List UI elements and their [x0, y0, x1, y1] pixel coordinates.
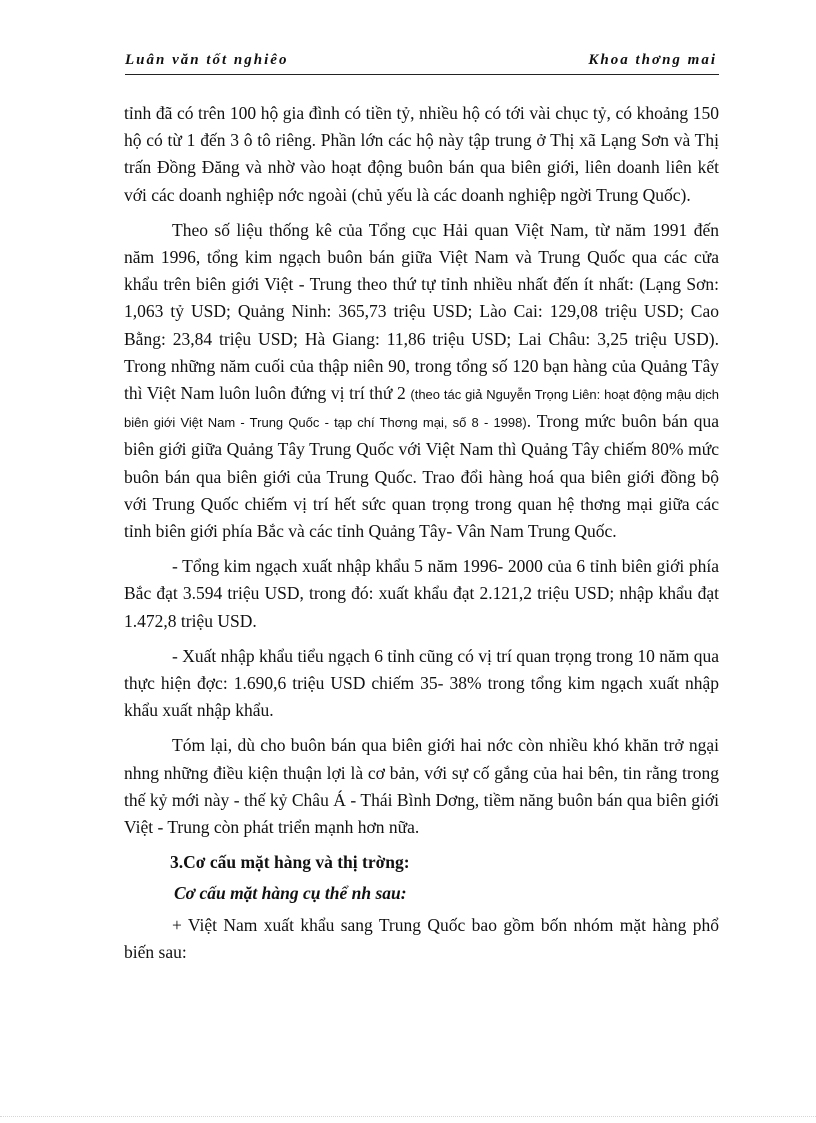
section-subheading: Cơ cấu mặt hàng cụ thể nh sau: [174, 883, 407, 904]
paragraph-total-turnover: - Tổng kim ngạch xuất nhập khẩu 5 năm 1996- 2000 của 6 tỉnh biên giới phía Bắc đạt 3.594 triệu USD, trong đó: xuất khẩu đạt 2.121,2 triệu USD; nhập khẩu đạt 1.472,8 triệu USD. [124, 556, 719, 631]
paragraph-summary: Tóm lại, dù cho buôn bán qua biên giới hai nớc còn nhiều khó khăn trở ngại nhng những điều kiện thuận lợi là cơ bản, với sự cố gắng của hai bên, tin rằng trong thế kỷ mới này - thế kỷ Châu Á - Thái Bình Dơng, tiềm năng buôn bán qua biên giới Việt - Trung còn phát triển mạnh hơn nữa. [124, 735, 719, 838]
page-header [125, 52, 719, 75]
paragraph-statistics [124, 217, 719, 545]
paragraph-households: tỉnh đã có trên 100 hộ gia đình có tiền tỷ, nhiều hộ có tới vài chục tỷ, có khoảng 150 hộ có từ 1 đến 3 ô tô riêng. Phần lớn các hộ này tập trung ở Thị xã Lạng Sơn và Thị trấn Đồng Đăng và nhờ vào hoạt động buôn bán qua biên giới, liên doanh liên kết với các doanh nghiệp nớc ngoài (chủ yếu là các doanh nghiệp ngời Trung Quốc). [124, 103, 719, 205]
header-thesis-title: Luân văn tốt nghiêo [125, 52, 289, 68]
paragraph-small-trade: - Xuất nhập khẩu tiểu ngạch 6 tỉnh cũng có vị trí quan trọng trong 10 năm qua thực hiện đợc: 1.690,6 triệu USD chiếm 35- 38% trong tổng kim ngạch xuất nhập khẩu xuất nhập khẩu. [124, 645, 719, 721]
document-body [124, 100, 719, 974]
statistics-text: Theo số liệu thống kê của Tổng cục Hải quan Việt Nam, từ năm 1991 đến năm 1996, tổng kim ngạch buôn bán giữa Việt Nam và Trung Quốc qua các cửa khẩu trên biên giới Việt - Trung theo thứ tự tỉnh nhiều nhất đến ít nhất: (Lạng Sơn: 1,063 tỷ USD; Quảng Ninh: 365,73 triệu USD; Lào Cai: 129,08 triệu USD; Cao Bằng: 23,84 triệu USD; Hà Giang: 11,86 triệu USD; Lai Châu: 3,25 triệu USD). Trong những năm cuối của thập niên 90, trong tổng số 120 bạn hàng của Quảng Tây thì Việt Nam luôn luôn đứng vị trí thứ 2 [124, 219, 719, 404]
page-bottom-divider [0, 1116, 816, 1118]
citation-note: (theo tác giả Nguyễn Trọng Liên: hoạt động mậu dịch biên giới Việt Nam - Trung Quốc - tạp chí Thơng mại, số 8 - 1998) [124, 387, 719, 431]
header-faculty: Khoa thơng mai [588, 52, 717, 68]
paragraph-export-groups: + Việt Nam xuất khẩu sang Trung Quốc bao gồm bốn nhóm mặt hàng phổ biến sau: [124, 914, 719, 962]
section-heading: 3.Cơ cấu mặt hàng và thị trờng: [170, 852, 410, 873]
statistics-text-cont: . Trong mức buôn bán qua biên giới giữa Quảng Tây Trung Quốc với Việt Nam thì Quảng Tây chiếm 80% mức buôn bán qua biên giới của Trung Quốc. Trao đổi hàng hoá qua biên giới đồng bộ với Trung Quốc chiếm vị trí hết sức quan trọng trong quan hệ thơng mại giữa các tỉnh biên giới phía Bắc và các tỉnh Quảng Tây- Vân Nam Trung Quốc. [124, 411, 719, 542]
